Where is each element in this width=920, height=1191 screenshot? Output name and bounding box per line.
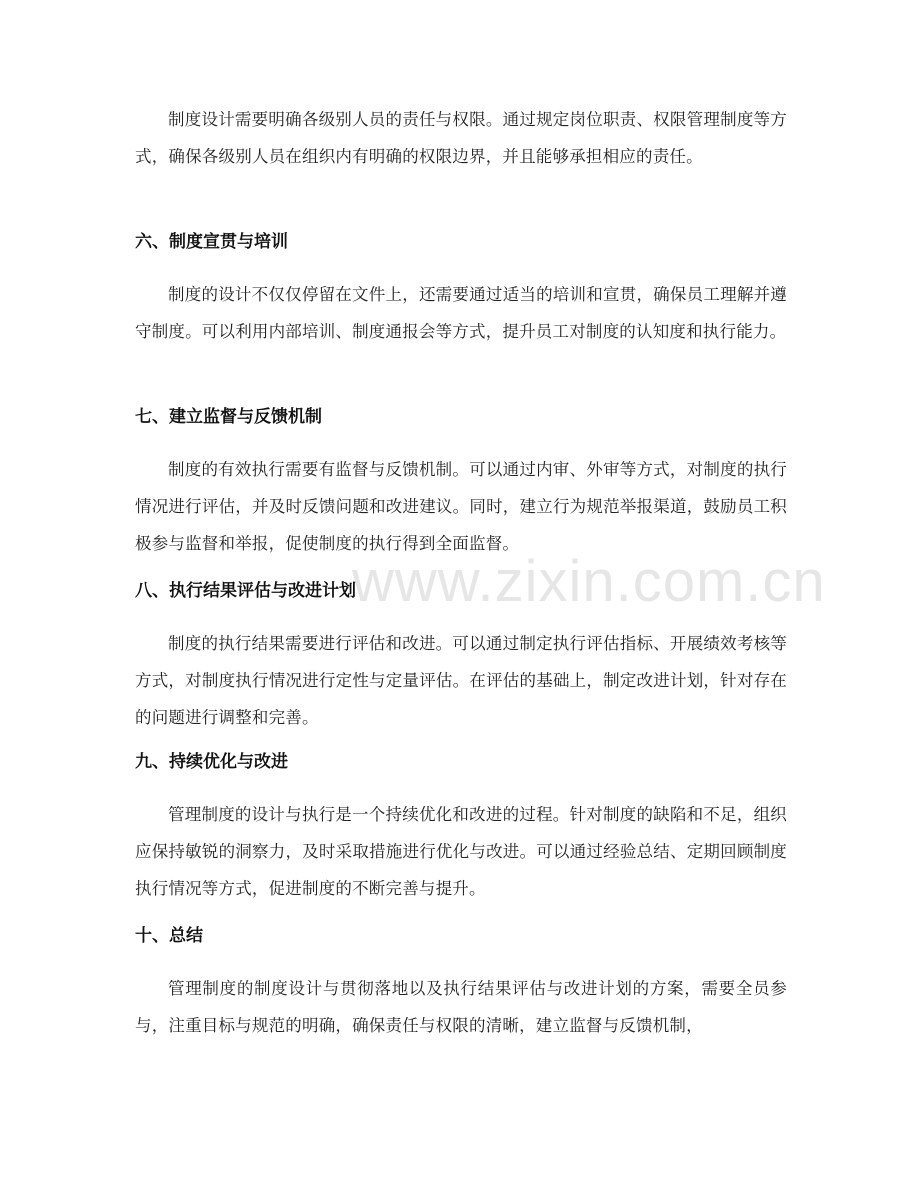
paragraph-responsibility: 制度设计需要明确各级别人员的责任与权限。通过规定岗位职责、权限管理制度等方式，确保各级别人员在组织内有明确的权限边界，并且能够承担相应的责任。 [135,110,787,166]
section-6 [135,228,787,256]
watermark-text: www.zixin.com.cn [352,549,826,614]
paragraph-supervision: 制度的有效执行需要有监督与反馈机制。可以通过内审、外审等方式，对制度的执行情况进行评估，并及时反馈问题和改进建议。同时，建立行为规范举报渠道，鼓励员工积极参与监督和举报，促使制度的执行得到全面监督。 [135,460,787,553]
section-intro [135,101,787,175]
section-8 [135,577,787,605]
paragraph-training: 制度的设计不仅仅停留在文件上，还需要通过适当的培训和宣贯，确保员工理解并遵守制度。可以利用内部培训、制度通报会等方式，提升员工对制度的认知度和执行能力。 [135,285,787,341]
heading-supervision: 七、建立监督与反馈机制 [135,407,322,427]
section-8-body [135,625,787,736]
section-7-body [135,451,787,562]
heading-training: 六、制度宣贯与培训 [135,232,288,252]
paragraph-evaluation: 制度的执行结果需要进行评估和改进。可以通过制定执行评估指标、开展绩效考核等方式，对制度执行情况进行定性与定量评估。在评估的基础上，制定改进计划，针对存在的问题进行调整和完善。 [135,634,787,727]
section-10 [135,922,787,950]
section-6-body [135,276,787,350]
heading-optimization: 九、持续优化与改进 [135,752,288,772]
section-7 [135,403,787,431]
heading-evaluation: 八、执行结果评估与改进计划 [135,581,356,601]
section-10-body [135,970,787,1044]
heading-summary: 十、总结 [135,926,203,946]
paragraph-optimization: 管理制度的设计与执行是一个持续优化和改进的过程。针对制度的缺陷和不足，组织应保持敏锐的洞察力，及时采取措施进行优化与改进。可以通过经验总结、定期回顾制度执行情况等方式，促进制度的不断完善与提升。 [135,805,787,898]
paragraph-summary: 管理制度的制度设计与贯彻落地以及执行结果评估与改进计划的方案，需要全员参与，注重目标与规范的明确，确保责任与权限的清晰，建立监督与反馈机制， [135,979,787,1035]
section-9-body [135,796,787,907]
section-9 [135,748,787,776]
